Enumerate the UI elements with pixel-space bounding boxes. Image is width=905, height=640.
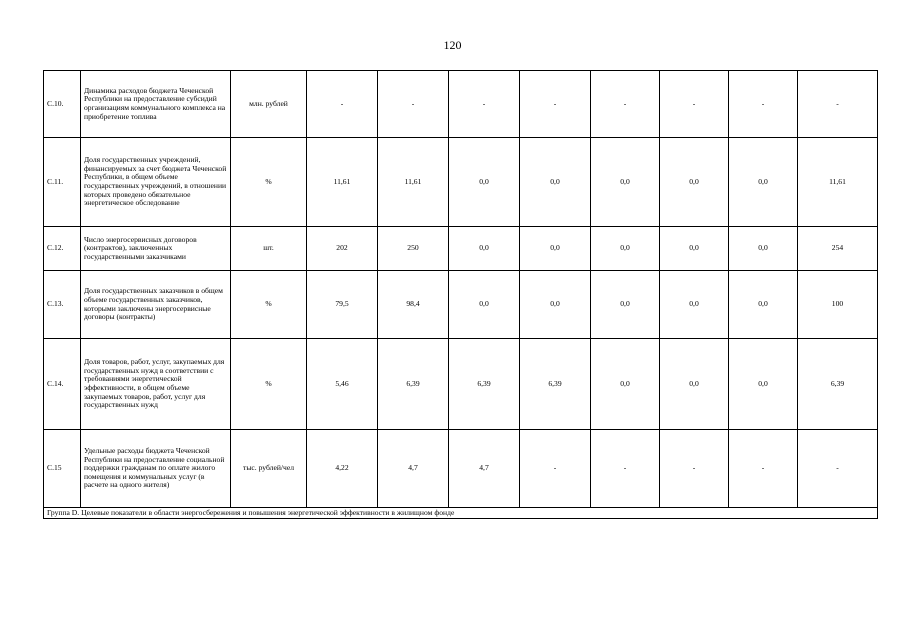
row-value: - — [729, 71, 798, 138]
row-value: 11,61 — [307, 138, 378, 227]
row-code: С.11. — [44, 138, 81, 227]
row-value: 0,0 — [660, 138, 729, 227]
row-value: 250 — [378, 227, 449, 271]
row-value: - — [591, 71, 660, 138]
row-value: - — [798, 71, 878, 138]
row-value: - — [660, 71, 729, 138]
row-value: 0,0 — [449, 138, 520, 227]
row-value: 0,0 — [449, 227, 520, 271]
row-name: Динамика расходов бюджета Чеченской Республики на предоставление субсидий организациям коммунального комплекса на приобретение топлива — [81, 71, 231, 138]
row-value: 0,0 — [591, 339, 660, 430]
table-row — [44, 227, 878, 271]
table-body — [44, 71, 878, 519]
row-value: 0,0 — [660, 339, 729, 430]
row-value: 11,61 — [798, 138, 878, 227]
row-value: 0,0 — [520, 227, 591, 271]
row-name: Удельные расходы бюджета Чеченской Республики на предоставление социальной поддержки гражданам по оплате жилого помещения и коммунальных услуг (в расчете на одного жителя) — [81, 430, 231, 508]
row-value: 6,39 — [378, 339, 449, 430]
row-value: 0,0 — [591, 271, 660, 339]
row-value: 100 — [798, 271, 878, 339]
row-value: 202 — [307, 227, 378, 271]
row-value: - — [449, 71, 520, 138]
row-value: 11,61 — [378, 138, 449, 227]
row-value: 0,0 — [729, 138, 798, 227]
row-value: - — [660, 430, 729, 508]
row-name: Доля товаров, работ, услуг, закупаемых для государственных нужд в соответствии с требованиями энергетической эффективности, в общем объеме закупаемых товаров, работ, услуг для государственных нужд — [81, 339, 231, 430]
row-name: Число энергосервисных договоров (контрактов), заключенных государственными заказчиками — [81, 227, 231, 271]
group-row — [44, 508, 878, 519]
row-value: 0,0 — [591, 138, 660, 227]
row-value: 0,0 — [729, 227, 798, 271]
row-unit: % — [231, 339, 307, 430]
row-value: - — [520, 430, 591, 508]
row-value: 0,0 — [591, 227, 660, 271]
row-value: - — [798, 430, 878, 508]
row-code: С.12. — [44, 227, 81, 271]
row-value: 0,0 — [660, 271, 729, 339]
row-value: 6,39 — [520, 339, 591, 430]
row-value: - — [520, 71, 591, 138]
table-row — [44, 339, 878, 430]
row-code: С.10. — [44, 71, 81, 138]
table-row — [44, 138, 878, 227]
row-code: С.13. — [44, 271, 81, 339]
row-value: - — [591, 430, 660, 508]
row-unit: % — [231, 138, 307, 227]
group-d-label: Группа D. Целевые показатели в области энергосбережения и повышения энергетической эффективности в жилищном фонде — [44, 508, 878, 519]
page-number: 120 — [443, 38, 462, 52]
row-value: 5,46 — [307, 339, 378, 430]
row-value: 254 — [798, 227, 878, 271]
row-name: Доля государственных заказчиков в общем объеме государственных заказчиков, которыми заключены энергосервисные договоры (контракты) — [81, 271, 231, 339]
row-code: С.14. — [44, 339, 81, 430]
indicators-table — [43, 70, 878, 519]
row-unit: % — [231, 271, 307, 339]
row-unit: шт. — [231, 227, 307, 271]
row-value: 4,7 — [449, 430, 520, 508]
row-unit: тыс. рублей/чел — [231, 430, 307, 508]
row-value: 6,39 — [449, 339, 520, 430]
table-row — [44, 71, 878, 138]
row-value: 4,7 — [378, 430, 449, 508]
row-value: 0,0 — [660, 227, 729, 271]
row-value: - — [307, 71, 378, 138]
row-value: 98,4 — [378, 271, 449, 339]
row-value: 0,0 — [729, 339, 798, 430]
row-value: 0,0 — [520, 271, 591, 339]
row-value: 0,0 — [449, 271, 520, 339]
row-value: 0,0 — [729, 271, 798, 339]
row-code: С.15 — [44, 430, 81, 508]
row-value: 6,39 — [798, 339, 878, 430]
row-unit: млн. рублей — [231, 71, 307, 138]
row-value: - — [378, 71, 449, 138]
table-row — [44, 430, 878, 508]
row-value: 79,5 — [307, 271, 378, 339]
row-value: 0,0 — [520, 138, 591, 227]
table-row — [44, 271, 878, 339]
row-value: - — [729, 430, 798, 508]
row-name: Доля государственных учреждений, финансируемых за счет бюджета Чеченской Республики, в общем объеме государственных учреждений, в отношении которых проведено обязательное энергетическое обследование — [81, 138, 231, 227]
row-value: 4,22 — [307, 430, 378, 508]
